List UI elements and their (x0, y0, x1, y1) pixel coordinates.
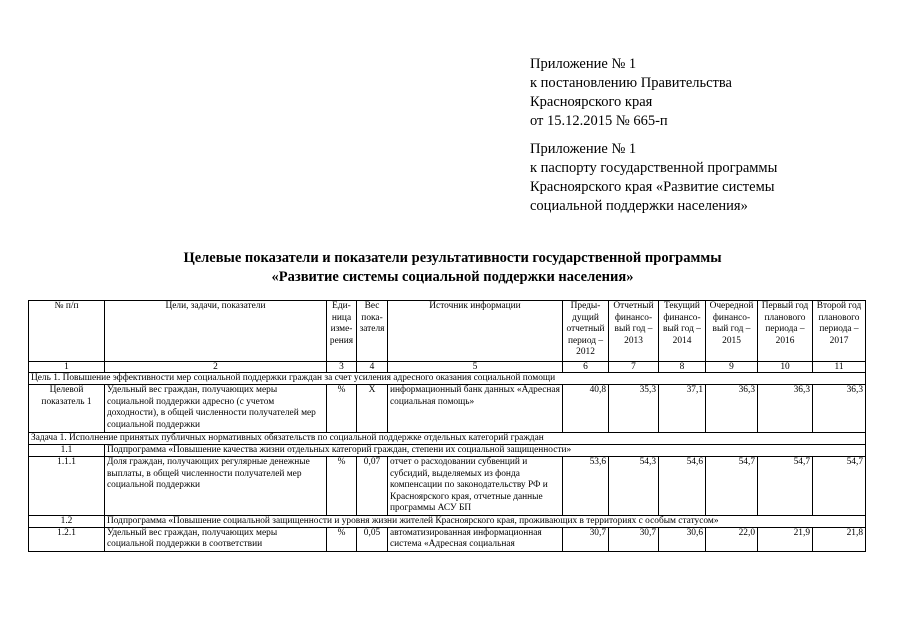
column-number: 3 (327, 362, 357, 373)
value-2015: 54,7 (706, 457, 758, 516)
indicator-name: Удельный вес граждан, получающих меры социальной поддержки в соответствии (105, 527, 327, 551)
title-line-2: «Развитие системы социальной поддержки населения» (271, 269, 634, 285)
header-cell: Источник информации (388, 301, 563, 362)
annex-line: к паспорту государственной программы (530, 160, 778, 176)
table-row-indicator (29, 527, 866, 551)
row-number: 1.2.1 (29, 527, 105, 551)
unit-cell: % (327, 457, 357, 516)
unit-cell: % (327, 527, 357, 551)
column-number: 7 (609, 362, 659, 373)
goal-text: Цель 1. Повышение эффективности мер социальной поддержки граждан за счет усиления адресного оказания социальной помощи (29, 373, 866, 385)
table-row-target-indicator (29, 385, 866, 433)
column-number: 1 (29, 362, 105, 373)
indicator-name: Доля граждан, получающих регулярные денежные выплаты, в общей численности получателей мер социальной поддержки (105, 457, 327, 516)
value-2014: 54,6 (659, 457, 706, 516)
source-cell: автоматизированная информационная система «Адресная социальная (388, 527, 563, 551)
value-2016: 54,7 (758, 457, 813, 516)
value-2016: 21,9 (758, 527, 813, 551)
source-cell: информационный банк данных «Адресная социальная помощь» (388, 385, 563, 433)
column-number-row (29, 362, 866, 373)
weight-cell: Х (357, 385, 388, 433)
annex-line: Приложение № 1 (530, 56, 637, 72)
table-header-row (29, 301, 866, 362)
annex-line: к постановлению Правительства (530, 75, 732, 91)
value-2017: 54,7 (813, 457, 866, 516)
header-cell: Очередной финансо-вый год – 2015 (706, 301, 758, 362)
column-number: 11 (813, 362, 866, 373)
value-2014: 30,6 (659, 527, 706, 551)
annex-line: Красноярского края (530, 94, 653, 110)
column-number: 6 (563, 362, 609, 373)
header-cell: Цели, задачи, показатели (105, 301, 327, 362)
weight-cell: 0,07 (357, 457, 388, 516)
value-2013: 30,7 (609, 527, 659, 551)
value-2013: 35,3 (609, 385, 659, 433)
subprogram-row (29, 445, 866, 457)
task-row (29, 433, 866, 445)
subprogram-text: Подпрограмма «Повышение качества жизни отдельных категорий граждан, степени их социальной защищенности» (105, 445, 866, 457)
value-2016: 36,3 (758, 385, 813, 433)
subprogram-row (29, 515, 866, 527)
annex-line: Красноярского края «Развитие системы (530, 179, 775, 195)
header-cell: Вес пока-зателя (357, 301, 388, 362)
unit-cell: % (327, 385, 357, 433)
value-2013: 54,3 (609, 457, 659, 516)
value-2015: 22,0 (706, 527, 758, 551)
column-number: 2 (105, 362, 327, 373)
indicator-name: Удельный вес граждан, получающих меры социальной поддержки адресно (с учетом доходности), в общей численности получателей мер социальной поддержки (105, 385, 327, 433)
header-cell: Текущий финансо-вый год – 2014 (659, 301, 706, 362)
annex-block-program-passport (530, 140, 777, 216)
goal-row (29, 373, 866, 385)
column-number: 4 (357, 362, 388, 373)
value-2017: 36,3 (813, 385, 866, 433)
header-cell: Второй год планового периода – 2017 (813, 301, 866, 362)
source-cell: отчет о расходовании субвенций и субсидий, выделяемых из фонда компенсации по законодательству РФ и Красноярского края, отчетные данные программы АСУ БП (388, 457, 563, 516)
title-line-1: Целевые показатели и показатели результативности государственной программы (183, 250, 722, 266)
column-number: 10 (758, 362, 813, 373)
value-2012: 30,7 (563, 527, 609, 551)
column-number: 5 (388, 362, 563, 373)
row-number: 1.1.1 (29, 457, 105, 516)
header-cell: Отчетный финансо-вый год – 2013 (609, 301, 659, 362)
annex-block-government-resolution (530, 55, 732, 131)
header-cell: Преды-дущий отчетный период – 2012 (563, 301, 609, 362)
value-2017: 21,8 (813, 527, 866, 551)
table-row-indicator (29, 457, 866, 516)
row-number: Целевой показатель 1 (29, 385, 105, 433)
annex-line: Приложение № 1 (530, 141, 637, 157)
value-2015: 36,3 (706, 385, 758, 433)
subprogram-number: 1.2 (29, 515, 105, 527)
value-2012: 53,6 (563, 457, 609, 516)
header-cell: Еди-ница изме-рения (327, 301, 357, 362)
value-2012: 40,8 (563, 385, 609, 433)
task-text: Задача 1. Исполнение принятых публичных нормативных обязательств по социальной поддержке отдельных категорий граждан (29, 433, 866, 445)
subprogram-text: Подпрограмма «Повышение социальной защищенности и уровня жизни жителей Красноярского края, проживающих в территориях с особым статусом» (105, 515, 866, 527)
subprogram-number: 1.1 (29, 445, 105, 457)
indicators-table (28, 300, 866, 552)
value-2014: 37,1 (659, 385, 706, 433)
annex-line: социальной поддержки населения» (530, 198, 748, 214)
column-number: 9 (706, 362, 758, 373)
document-title (0, 249, 905, 287)
annex-line: от 15.12.2015 № 665-п (530, 113, 668, 129)
header-cell: № п/п (29, 301, 105, 362)
header-cell: Первый год планового периода – 2016 (758, 301, 813, 362)
weight-cell: 0,05 (357, 527, 388, 551)
column-number: 8 (659, 362, 706, 373)
